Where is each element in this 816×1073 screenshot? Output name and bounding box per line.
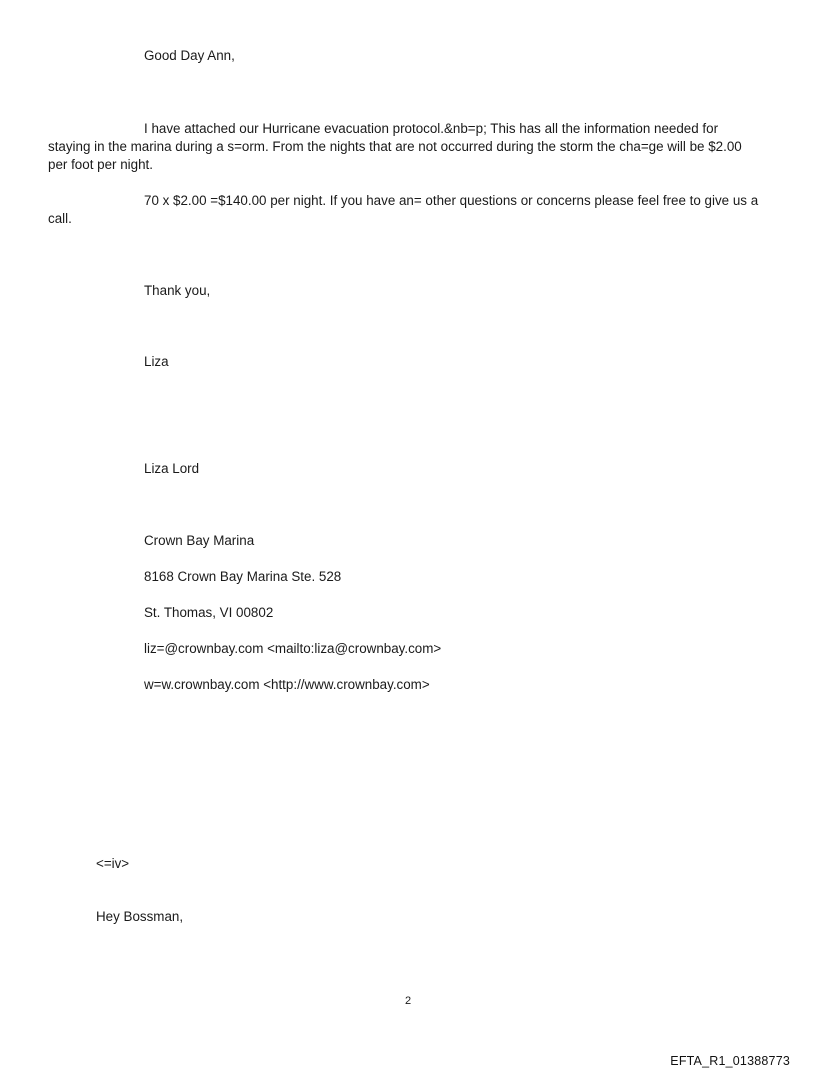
greeting: Good Day Ann, — [144, 48, 235, 63]
signature-website: w=w.crownbay.com <http://www.crownbay.com> — [144, 677, 430, 692]
page-number: 2 — [404, 995, 412, 1007]
body-paragraph-1: I have attached our Hurricane evacuation protocol.&nb=p; This has all the information needed for staying in the marina during a s=orm. From the nights that are not occurred during the storm the cha=ge will be $2.00 per foot per night. — [48, 121, 742, 172]
body-paragraph-2: 70 x $2.00 =$140.00 per night. If you have an= other questions or concerns please feel free to give us a call. — [48, 193, 759, 226]
signature-city: St. Thomas, VI 00802 — [144, 605, 274, 620]
signature-name: Liza Lord — [144, 461, 200, 476]
bates-number: EFTA_R1_01388773 — [670, 1054, 790, 1068]
div-tag-text: <=iv> — [96, 856, 130, 871]
reply-greeting: Hey Bossman, — [96, 909, 184, 924]
closing: Thank you, — [144, 283, 211, 298]
signature-email: liz=@crownbay.com <mailto:liza@crownbay.com> — [144, 641, 442, 656]
signature-address: 8168 Crown Bay Marina Ste. 528 — [144, 569, 342, 584]
signature-company: Crown Bay Marina — [144, 533, 255, 548]
signoff: Liza — [144, 354, 169, 369]
